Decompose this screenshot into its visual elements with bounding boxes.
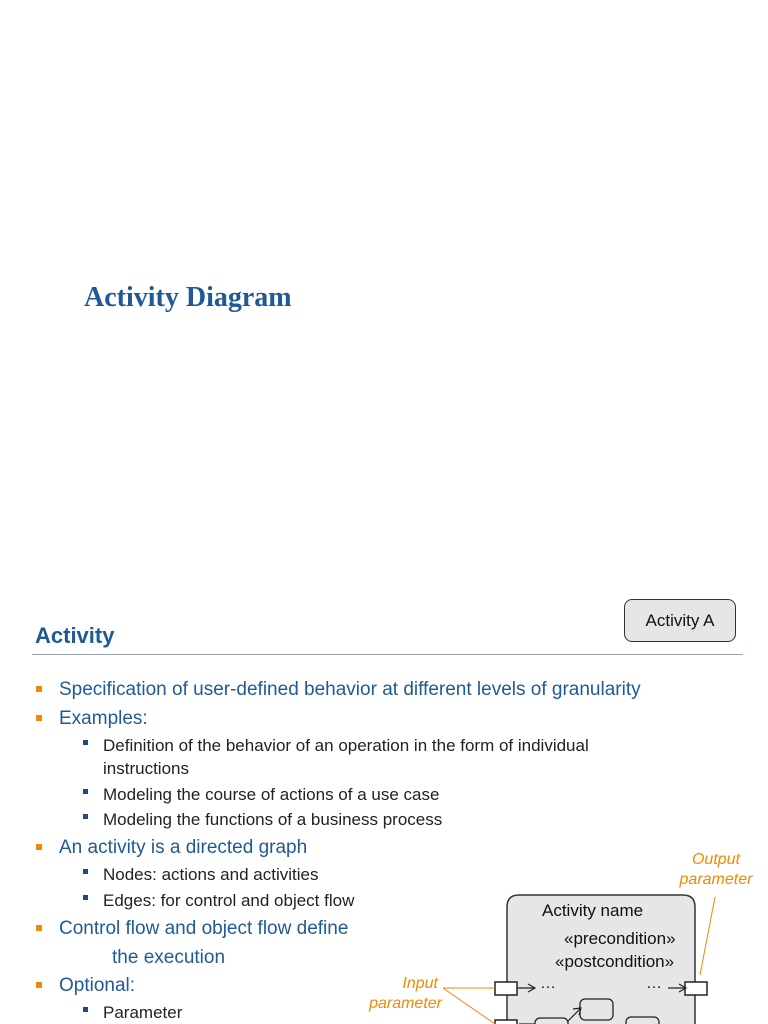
output-pin [685, 982, 707, 995]
input-annotation-line1: Input [402, 975, 438, 992]
bullet-item: Control flow and object flow define [59, 918, 349, 939]
sub-bullet-item: Edges: for control and object flow [103, 891, 355, 910]
input-pin [495, 982, 517, 995]
activity-a-node [624, 599, 736, 642]
input-pin [495, 1020, 517, 1024]
sub-bullet-item: Modeling the course of actions of a use case [103, 785, 440, 804]
output-annotation-line [700, 897, 715, 975]
bullet-item: An activity is a directed graph [59, 837, 308, 858]
bullet-item: Optional: [59, 975, 136, 996]
bullet-item: Specification of user-defined behavior at different levels of granularity [59, 679, 641, 700]
bullet-continuation: the execution [112, 947, 226, 968]
sub-bullet-item: Definition of the behavior of an operation in the form of individual [103, 736, 589, 755]
title-divider [32, 654, 743, 655]
inner-action-node [535, 1018, 568, 1024]
postcondition-label: «postcondition» [555, 952, 675, 971]
output-annotation-line1: Output [691, 851, 741, 868]
activity-diagram [350, 845, 768, 1024]
ellipsis-left: … [540, 975, 556, 992]
sub-bullet-item: Nodes: actions and activities [103, 865, 319, 884]
sub-bullet-continuation: instructions [103, 759, 189, 778]
inner-action-node [580, 999, 613, 1020]
output-parameter-annotation [674, 850, 758, 890]
input-annotation-line [443, 988, 495, 1024]
inner-action-node [626, 1017, 659, 1024]
input-parameter-annotation [358, 974, 442, 1014]
activity-a-label: Activity A [645, 610, 715, 630]
sub-bullet-item: Parameter [103, 1003, 183, 1022]
precondition-label: «precondition» [564, 929, 676, 948]
bullet-item: Examples: [59, 708, 148, 729]
sub-bullet-item: Modeling the functions of a business process [103, 810, 443, 829]
input-annotation-line2: parameter [369, 995, 442, 1012]
activity-name-label: Activity name [542, 901, 644, 920]
slide-title: Activity Diagram [84, 282, 292, 313]
ellipsis-right: … [646, 975, 662, 992]
section-title: Activity [35, 623, 115, 648]
output-annotation-line2: parameter [679, 871, 753, 888]
